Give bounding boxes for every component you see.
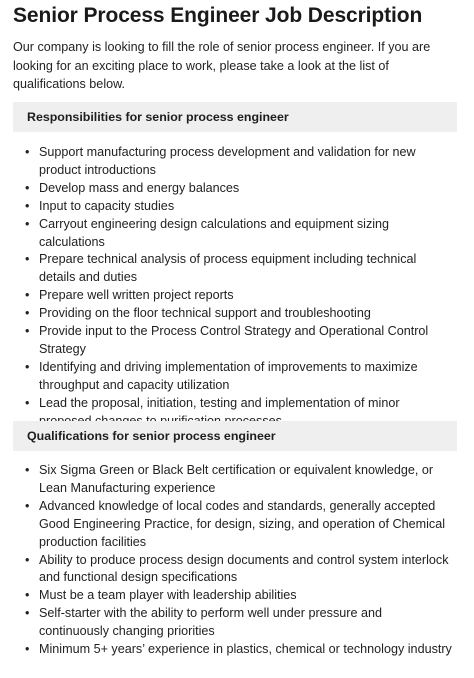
bullet-icon: • [25, 606, 30, 621]
bullet-icon: • [25, 180, 30, 195]
list-item-text: Identifying and driving implementation of improvements to maximize throughput and capacity utilization [39, 359, 418, 392]
bullet-icon: • [25, 463, 30, 477]
bullet-icon: • [25, 216, 30, 231]
list-item [23, 462, 453, 498]
list-item-text: Carryout engineering design calculations and equipment sizing calculations [39, 216, 390, 249]
list-item [23, 587, 453, 605]
qualifications-list [23, 462, 453, 659]
list-item [23, 216, 453, 252]
list-item-text: Input to capacity studies [39, 198, 175, 213]
bullet-icon: • [25, 324, 30, 339]
page-title: Senior Process Engineer Job Description [13, 4, 423, 27]
list-item [23, 552, 453, 588]
list-item-text: Prepare well written project reports [39, 288, 234, 303]
list-item-text: Support manufacturing process development and validation for new product introductions [39, 145, 416, 177]
list-item-text: Develop mass and energy balances [39, 180, 240, 195]
responsibilities-heading: Responsibilities for senior process engineer [13, 102, 457, 132]
list-item [23, 287, 453, 305]
bullet-icon: • [25, 359, 30, 374]
bullet-icon: • [25, 552, 30, 567]
bullet-icon: • [25, 498, 30, 513]
bullet-icon: • [25, 252, 30, 267]
qualifications-heading: Qualifications for senior process engineer [13, 421, 457, 451]
list-item [23, 323, 453, 359]
list-item-text: Advanced knowledge of local codes and standards, generally accepted Good Engineering Practice, for design, sizing, and operation of Chemical production facilities [39, 498, 446, 549]
list-item-text: Providing on the floor technical support and troubleshooting [39, 306, 371, 321]
list-item [23, 251, 453, 287]
bullet-icon: • [25, 288, 30, 303]
list-item [23, 498, 453, 552]
list-item [23, 198, 453, 216]
list-item [23, 180, 453, 198]
responsibilities-list [23, 144, 453, 431]
list-item [23, 144, 453, 180]
intro-paragraph: Our company is looking to fill the role of senior process engineer. If you are looking for an exciting place to work, please take a look at the list of qualifications below. [13, 40, 431, 91]
list-item-text: Self-starter with the ability to perform well under pressure and continuously changing priorities [39, 606, 382, 639]
list-item-text: Six Sigma Green or Black Belt certification or equivalent knowledge, or Lean Manufacturing experience [39, 463, 434, 495]
bullet-icon: • [25, 198, 30, 213]
bullet-icon: • [25, 588, 30, 603]
list-item-text: Minimum 5+ years’ experience in plastics, chemical or technology industry [39, 642, 452, 657]
list-item [23, 359, 453, 395]
list-item [23, 305, 453, 323]
list-item [23, 605, 453, 641]
list-item-text: Provide input to the Process Control Strategy and Operational Control Strategy [39, 324, 429, 356]
list-item [23, 641, 453, 659]
bullet-icon: • [25, 642, 30, 657]
bullet-icon: • [25, 306, 30, 321]
list-item-text: Ability to produce process design documents and control system interlock and functional design specifications [39, 552, 449, 585]
bullet-icon: • [25, 145, 30, 159]
list-item-text: Prepare technical analysis of process equipment including technical details and duties [39, 252, 417, 285]
list-item-text: Must be a team player with leadership abilities [39, 588, 297, 603]
list-item-text: Lead the proposal, initiation, testing and implementation of minor [39, 395, 400, 410]
bullet-icon: • [25, 395, 30, 410]
